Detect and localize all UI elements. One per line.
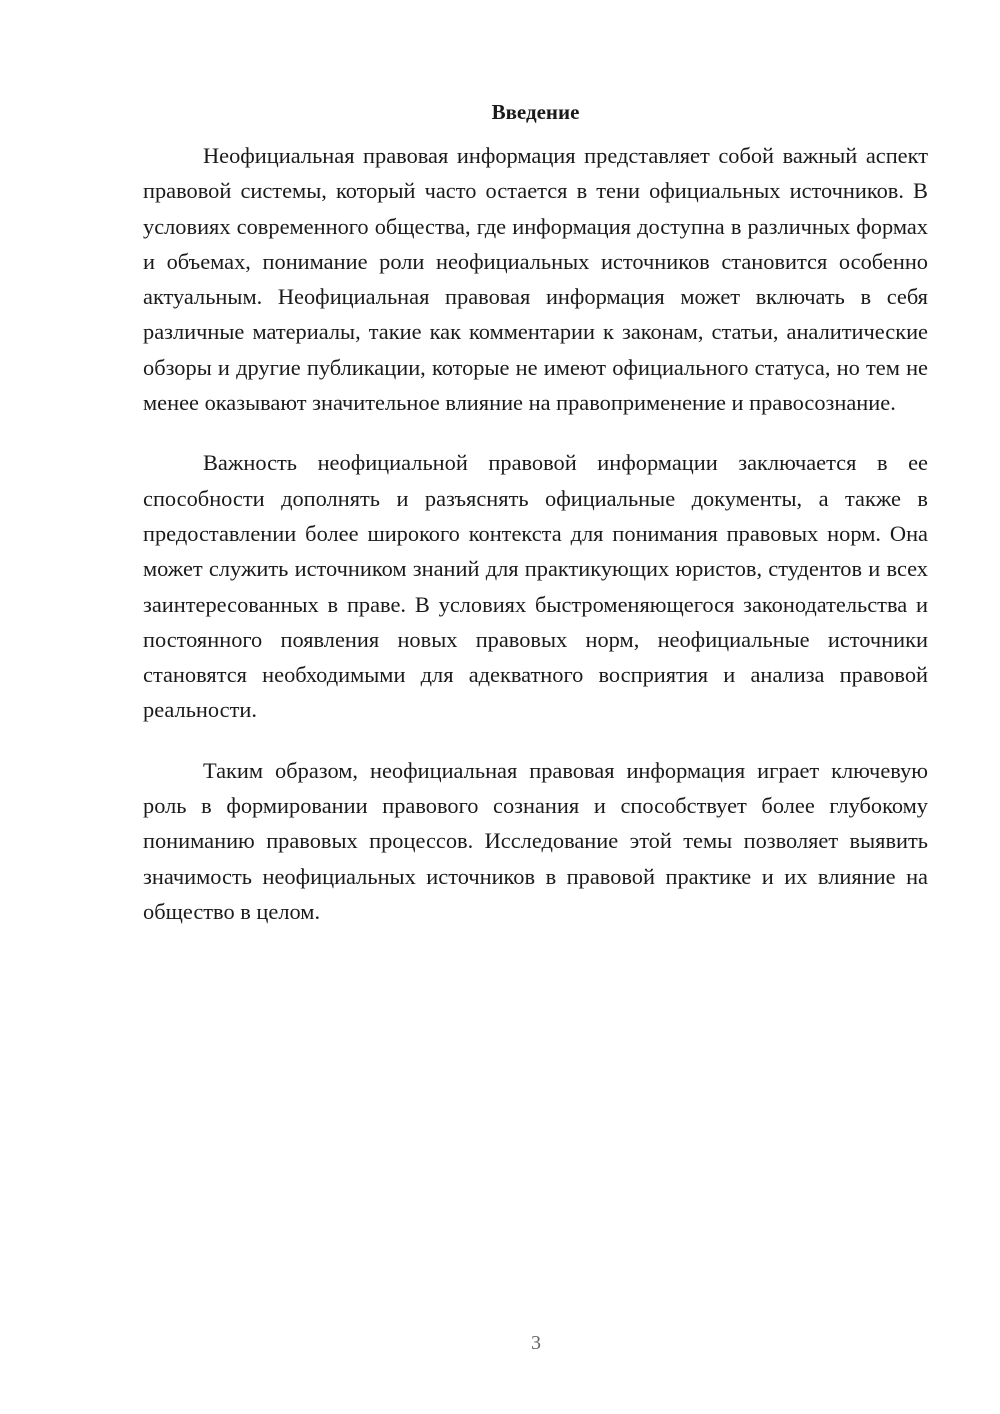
section-title: Введение <box>491 100 580 124</box>
paragraph-1: Неофициальная правовая информация представляет собой важный аспект правовой системы, который часто остается в тени официальных источников. В условиях современного общества, где информация доступна в различных формах и объемах, понимание роли неофициальных источников становится особенно актуальным. Неофициальная правовая информация может включать в себя различные материалы, такие как комментарии к законам, статьи, аналитические обзоры и другие публикации, которые не имеют официального статуса, но тем не менее оказывают значительное влияние на правоприменение и правосознание. <box>143 143 928 416</box>
page-number: 3 <box>531 1332 541 1354</box>
paragraph-3: Таким образом, неофициальная правовая информация играет ключевую роль в формировании правового сознания и способствует более глубокому пониманию правовых процессов. Исследование этой темы позволяет выявить значимость неофициальных источников в правовой практике и их влияние на общество в целом. <box>143 757 928 924</box>
paragraph-2: Важность неофициальной правовой информации заключается в ее способности дополнять и разъяснять официальные документы, а также в предоставлении более широкого контекста для понимания правовых норм. Она может служить источником знаний для практикующих юристов, студентов и всех заинтересованных в праве. В условиях быстроменяющегося законодательства и постоянного появления новых правовых норм, неофициальные источники становятся необходимыми для адекватного восприятия и анализа правовой реальности. <box>143 450 928 723</box>
page-content <box>143 97 928 954</box>
